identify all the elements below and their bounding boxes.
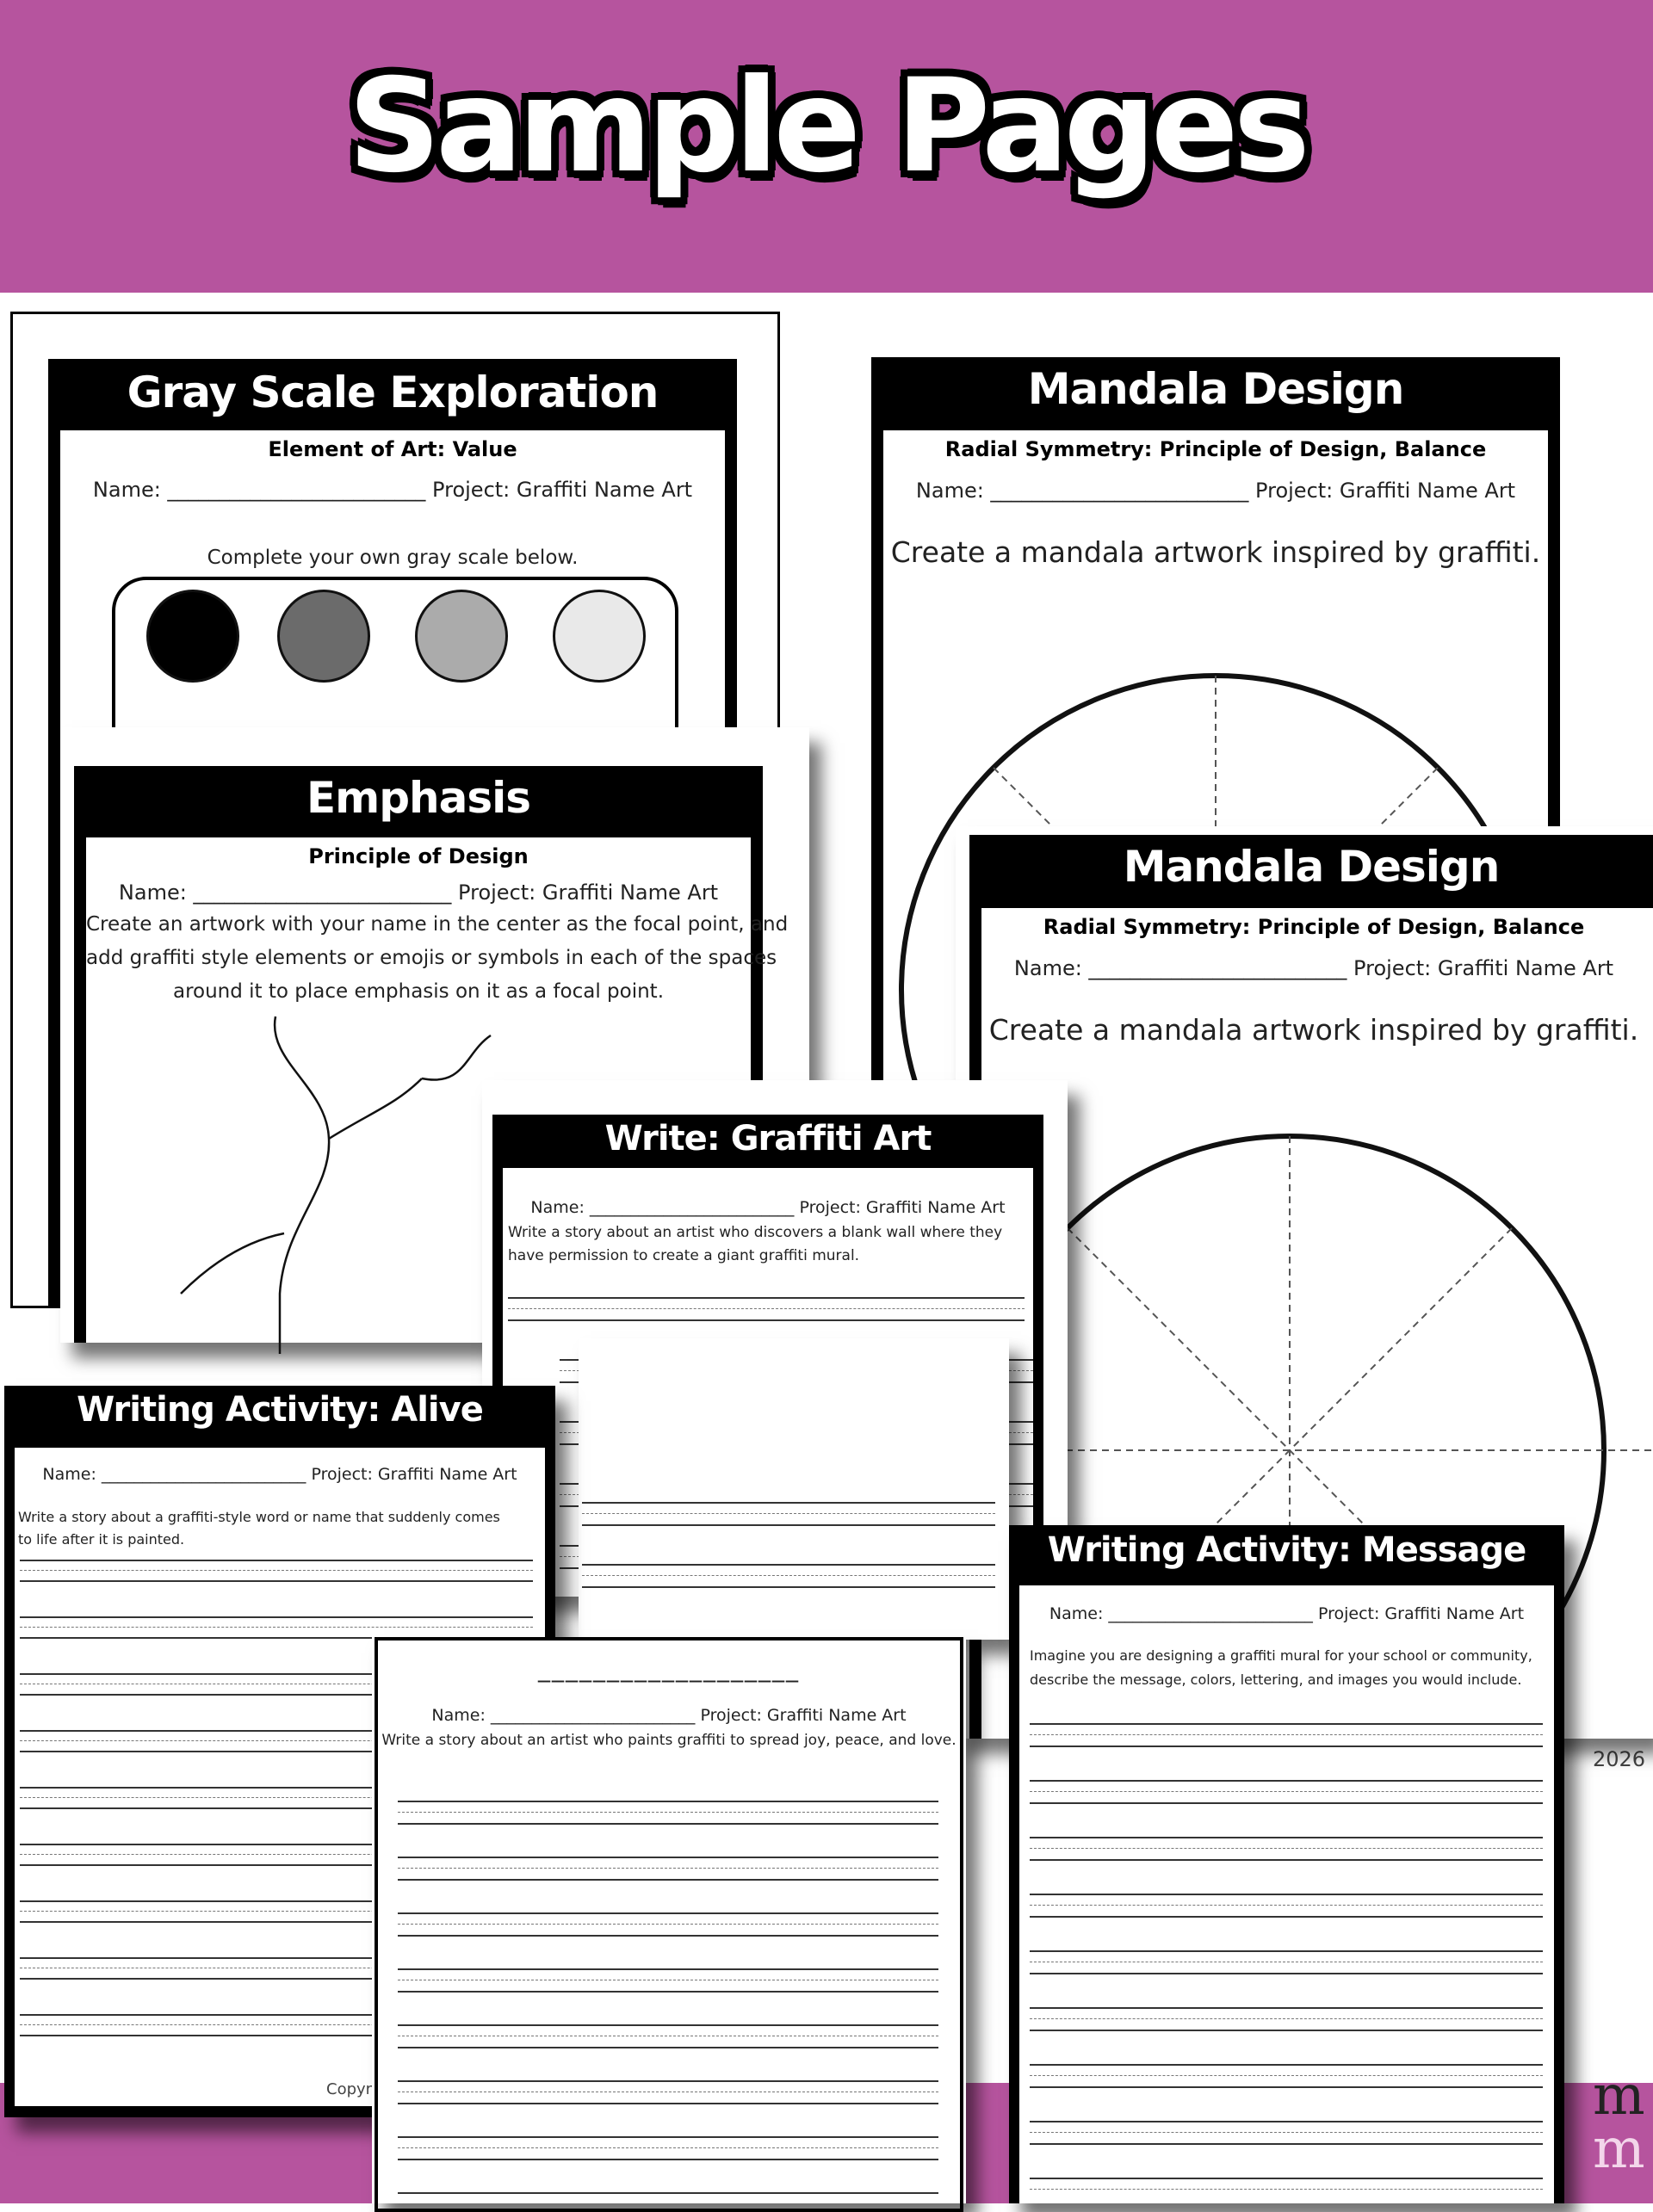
writing-line (1030, 2064, 1543, 2066)
writing-line (398, 1991, 938, 1993)
writing-line (508, 1319, 1025, 1321)
banner-title: Sample Pages (348, 52, 1305, 201)
writing-line (1030, 1950, 1543, 1952)
instruction-text: Create a mandala artwork inspired by graffiti. (988, 1013, 1639, 1047)
writing-line (1030, 2007, 1543, 2009)
instruction-text: add graffiti style elements or emojis or symbols in each of the spaces (86, 947, 777, 969)
writing-line (1030, 1837, 1543, 1838)
writing-line (398, 1968, 938, 1970)
header-banner (0, 0, 1653, 293)
gray-swatch (553, 590, 646, 683)
page-title: Writing Activity: Alive (77, 1390, 483, 1430)
name-line: Name: _________________________ Project: Graffiti Name Art (1049, 1604, 1525, 1623)
writing-line (1030, 2030, 1543, 2031)
instruction-text: Complete your own gray scale below. (207, 547, 579, 569)
page-lined-sheet (579, 1338, 1009, 1640)
writing-line (1030, 1916, 1543, 1918)
name-line: Name: _________________________ Project: Graffiti Name Art (42, 1465, 517, 1484)
edge-letter: m (1593, 2117, 1645, 2181)
page-subtitle: Element of Art: Value (268, 437, 517, 461)
writing-line (398, 1868, 938, 1869)
page-title: Mandala Design (1123, 842, 1500, 892)
writing-line (1030, 2132, 1543, 2133)
instruction-text: Write a story about an artist who paints graffiti to spread joy, peace, and love. (381, 1732, 957, 1749)
instruction-text: Create an artwork with your name in the center as the focal point, and (86, 913, 789, 936)
writing-line (1030, 1723, 1543, 1725)
writing-line (398, 1812, 938, 1813)
writing-line (1030, 1859, 1543, 1861)
gray-swatch (146, 590, 239, 683)
writing-line (582, 1575, 995, 1576)
writing-line (1030, 1791, 1543, 1792)
writing-line (20, 1580, 533, 1582)
name-line: Name: _________________________ Project: Graffiti Name Art (431, 1706, 907, 1725)
writing-line (398, 2080, 938, 2082)
page-header-frame (1009, 1525, 1564, 2203)
writing-line (582, 1586, 995, 1588)
copyright-text: Copyr (326, 2080, 373, 2098)
writing-line (582, 1502, 995, 1504)
instruction-text: Write a story about an artist who discovers a blank wall where they have permission to create a giant graffiti mural. (508, 1224, 1003, 1264)
page-message (1009, 1525, 1564, 2203)
writing-line (398, 1857, 938, 1858)
writing-line (398, 1801, 938, 1802)
writing-line (1030, 1848, 1543, 1849)
writing-line (20, 1570, 533, 1571)
name-line: Name: _________________________ Project: Graffiti Name Art (118, 880, 719, 905)
writing-line (398, 1823, 938, 1825)
writing-line (508, 1297, 1025, 1299)
writing-line (20, 1616, 533, 1618)
page-body (1019, 1585, 1554, 2203)
writing-line (398, 2024, 938, 2026)
writing-line (398, 2192, 938, 2194)
page-subtitle: Radial Symmetry: Principle of Design, Balance (1043, 915, 1585, 939)
writing-line (1030, 1734, 1543, 1735)
writing-line (1030, 2143, 1543, 2145)
page-joy (372, 1637, 966, 2203)
writing-line (1030, 2075, 1543, 2076)
writing-line (398, 2136, 938, 2138)
writing-line (398, 1879, 938, 1881)
page-title: Gray Scale Exploration (127, 368, 659, 417)
name-line: Name: _________________________ Project: Graffiti Name Art (530, 1198, 1006, 1217)
writing-line (1030, 1973, 1543, 1974)
gray-swatch (277, 590, 370, 683)
writing-line (398, 2103, 938, 2104)
gray-swatch (415, 590, 508, 683)
writing-line (20, 1560, 533, 1561)
writing-line (582, 1564, 995, 1566)
page-subtitle: Radial Symmetry: Principle of Design, Balance (944, 437, 1487, 461)
writing-line (1030, 1905, 1543, 1906)
edge-letter: m (1593, 2064, 1645, 2128)
name-line: Name: _________________________ Project: Graffiti Name Art (92, 478, 693, 502)
name-line: Name: _________________________ Project: Graffiti Name Art (1013, 956, 1614, 980)
page-subtitle: Principle of Design (308, 844, 529, 868)
writing-line (398, 1935, 938, 1937)
writing-line (398, 1912, 938, 1914)
writing-line (398, 2047, 938, 2048)
writing-line (1030, 2121, 1543, 2122)
writing-line (1030, 1746, 1543, 1747)
writing-line (20, 1627, 533, 1628)
writing-line (1030, 2086, 1543, 2088)
writing-line (398, 2147, 938, 2148)
writing-line (1030, 2018, 1543, 2019)
writing-line (582, 1524, 995, 1526)
instruction-text: Imagine you are designing a graffiti mural for your school or community, describe the message, colors, lettering, and images you would include. (1030, 1647, 1532, 1688)
name-line: Name: _________________________ Project: Graffiti Name Art (915, 479, 1516, 503)
page-title: Writing Activity: Message (1047, 1530, 1526, 1570)
writing-line (398, 2159, 938, 2160)
writing-line (398, 1924, 938, 1925)
page-title: Mandala Design (1027, 364, 1404, 414)
instruction-text: Write a story about a graffiti-style word or name that suddenly comes to life after it is painted. (18, 1509, 500, 1548)
instruction-text: Create a mandala artwork inspired by graffiti. (890, 535, 1541, 569)
writing-line (1030, 2189, 1543, 2190)
year-text: 2026 (1593, 1747, 1646, 1771)
writing-line (1030, 1894, 1543, 1895)
writing-line (1030, 1802, 1543, 1804)
title-blank: ___________________ (538, 1654, 800, 1683)
page-title: Write: Graffiti Art (604, 1119, 932, 1159)
page-title: Emphasis (306, 773, 531, 823)
instruction-text: around it to place emphasis on it as a focal point. (172, 980, 665, 1003)
writing-line (1030, 2178, 1543, 2179)
writing-line (508, 1308, 1025, 1309)
writing-line (582, 1513, 995, 1514)
writing-line (1030, 1780, 1543, 1782)
